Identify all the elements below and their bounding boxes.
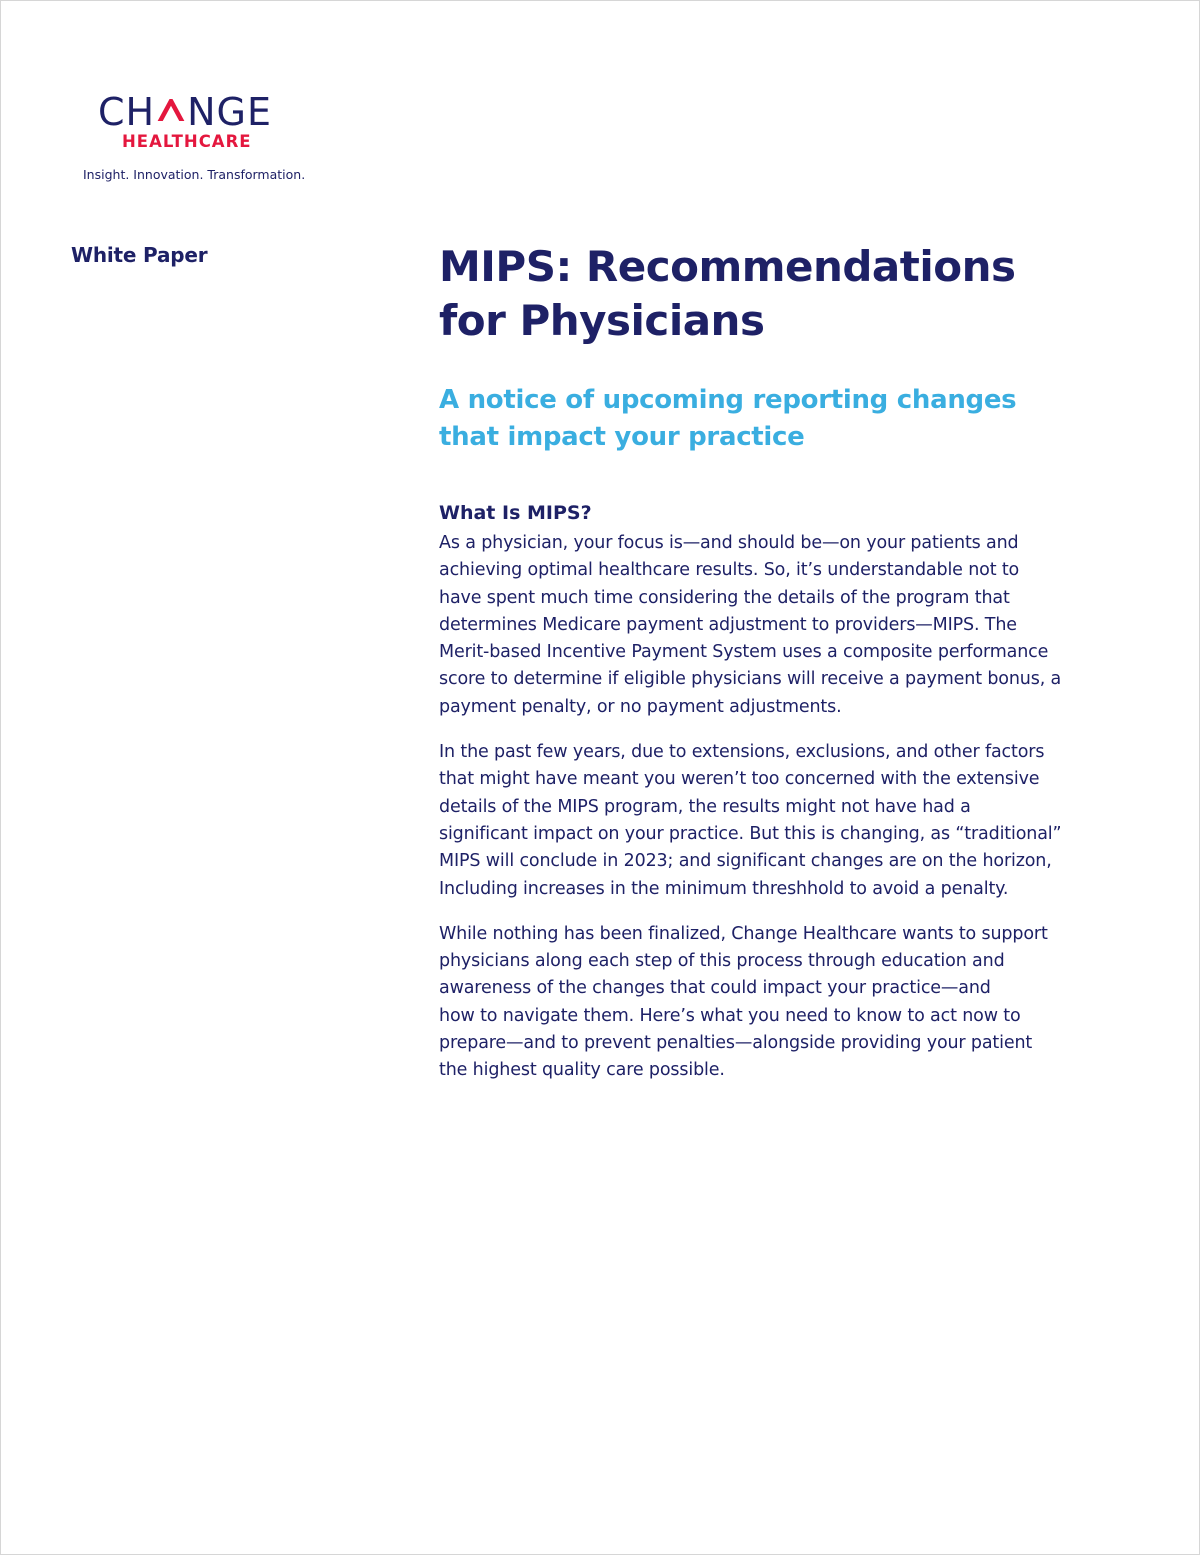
paragraph-line: how to navigate them. Here’s what you need to know to act now to <box>439 1005 1021 1026</box>
page-subtitle <box>439 382 1139 456</box>
body-paragraph-3 <box>439 921 1139 1085</box>
paragraph-line: payment penalty, or no payment adjustments. <box>439 696 842 717</box>
paragraph-line: While nothing has been finalized, Change Healthcare wants to support <box>439 923 1048 944</box>
paragraph-line: Merit-based Incentive Payment System uses a composite performance <box>439 642 1049 663</box>
body-paragraph-2 <box>439 739 1139 903</box>
paragraph-line: the highest quality care possible. <box>439 1060 725 1081</box>
logo-wordmark <box>98 92 338 132</box>
body-paragraph-1 <box>439 530 1139 721</box>
paragraph-line: Including increases in the minimum threshhold to avoid a penalty. <box>439 878 1009 899</box>
paragraph-line: As a physician, your focus is—and should be—on your patients and <box>439 533 1019 553</box>
paragraph-line: significant impact on your practice. But this is changing, as “traditional” <box>439 823 1062 844</box>
logo-word-right: NGE <box>187 90 272 134</box>
document-type-label: White Paper <box>71 243 208 267</box>
paragraph-line: that might have meant you weren’t too concerned with the extensive <box>439 769 1040 790</box>
paragraph-line: awareness of the changes that could impact your practice—and <box>439 978 991 999</box>
logo-triangle-icon <box>156 99 186 127</box>
title-line: for Physicians <box>439 296 765 345</box>
main-content <box>439 240 1139 1085</box>
paragraph-line: physicians along each step of this process through education and <box>439 951 1005 972</box>
page-title <box>439 240 1139 348</box>
change-healthcare-logo <box>98 92 338 152</box>
logo-subword: HEALTHCARE <box>122 132 252 151</box>
logo-tagline: Insight. Innovation. Transformation. <box>83 167 306 182</box>
paragraph-line: details of the MIPS program, the results might not have had a <box>439 796 971 817</box>
section-heading: What Is MIPS? <box>439 502 592 524</box>
subtitle-line: that impact your practice <box>439 422 805 452</box>
paragraph-line: have spent much time considering the details of the program that <box>439 587 1010 608</box>
title-line: MIPS: Recommendations <box>439 242 1016 291</box>
paragraph-line: In the past few years, due to extensions, exclusions, and other factors <box>439 742 1045 763</box>
paragraph-line: determines Medicare payment adjustment to providers—MIPS. The <box>439 614 1017 635</box>
subtitle-line: A notice of upcoming reporting changes <box>439 385 1017 415</box>
paragraph-line: achieving optimal healthcare results. So, it’s understandable not to <box>439 560 1020 581</box>
logo-word-left: CH <box>98 90 156 134</box>
paragraph-line: MIPS will conclude in 2023; and significant changes are on the horizon, <box>439 851 1052 872</box>
paragraph-line: score to determine if eligible physicians will receive a payment bonus, a <box>439 669 1062 690</box>
paragraph-line: prepare—and to prevent penalties—alongside providing your patient <box>439 1033 1033 1054</box>
